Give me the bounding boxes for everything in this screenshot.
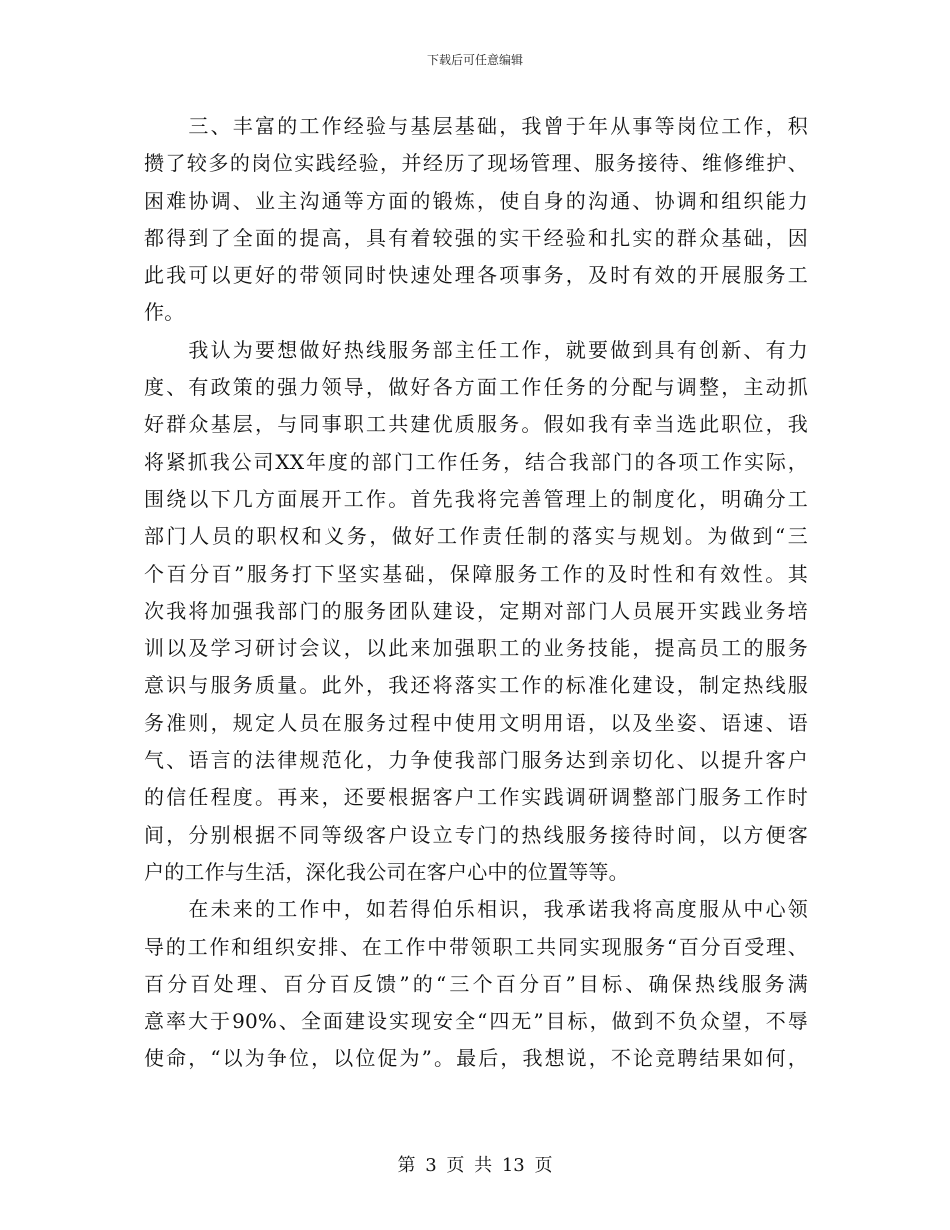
text-line: 务准则，规定人员在服务过程中使用文明用语，以及坐姿、语速、语	[144, 710, 808, 735]
text-line: 此我可以更好的带领同时快速处理各项事务，及时有效的开展服务工	[144, 263, 808, 288]
text-line: 户的工作与生活，深化我公司在客户心中的位置等等。	[144, 859, 629, 884]
text-line: 次我将加强我部门的服务团队建设，定期对部门人员展开实践业务培	[144, 598, 808, 623]
text-line: 都得到了全面的提高，具有着较强的实干经验和扎实的群众基础，因	[144, 225, 808, 250]
text-line: 的信任程度。再来，还要根据客户工作实践调研调整部门服务工作时	[144, 785, 808, 810]
text-line: 个百分百”服务打下坚实基础，保障服务工作的及时性和有效性。其	[144, 561, 808, 586]
text-line: 我认为要想做好热线服务部主任工作，就要做到具有创新、有力	[144, 337, 808, 362]
text-line: 在未来的工作中，如若得伯乐相识，我承诺我将高度服从中心领	[144, 897, 808, 922]
text-line: 百分百处理、百分百反馈”的“三个百分百”目标、确保热线服务满	[144, 971, 808, 996]
text-line: 使命，“以为争位，以位促为”。最后，我想说，不论竞聘结果如何，	[144, 1046, 808, 1071]
text-line: 度、有政策的强力领导，做好各方面工作任务的分配与调整，主动抓	[144, 375, 808, 400]
text-line: 部门人员的职权和义务，做好工作责任制的落实与规划。为做到“三	[144, 524, 808, 549]
page-footer: 第 3 页 共 13 页	[397, 1155, 553, 1176]
document-body	[144, 108, 808, 1078]
text-line: 训以及学习研讨会议，以此来加强职工的业务技能，提高员工的服务	[144, 636, 808, 661]
page-header: 下载后可任意编辑	[426, 53, 523, 67]
text-line: 攒了较多的岗位实践经验，并经历了现场管理、服务接待、维修维护、	[144, 151, 808, 176]
text-line: 围绕以下几方面展开工作。首先我将完善管理上的制度化，明确分工	[144, 486, 808, 511]
text-line: 将紧抓我公司XX年度的部门工作任务，结合我部门的各项工作实际，	[144, 449, 808, 474]
text-line: 意识与服务质量。此外，我还将落实工作的标准化建设，制定热线服	[144, 673, 808, 698]
text-line: 导的工作和组织安排、在工作中带领职工共同实现服务“百分百受理、	[144, 934, 808, 959]
text-line: 好群众基层，与同事职工共建优质服务。假如我有幸当选此职位，我	[144, 412, 808, 437]
text-line: 气、语言的法律规范化，力争使我部门服务达到亲切化、以提升客户	[144, 748, 808, 773]
text-line: 间，分别根据不同等级客户设立专门的热线服务接待时间，以方便客	[144, 822, 808, 847]
text-line: 作。	[144, 300, 185, 325]
text-line: 三、丰富的工作经验与基层基础，我曾于年从事等岗位工作，积	[144, 114, 808, 138]
text-line: 困难协调、业主沟通等方面的锻炼，使自身的沟通、协调和组织能力	[144, 188, 808, 213]
text-line: 意率大于90%、全面建设实现安全“四无”目标，做到不负众望，不辱	[144, 1009, 808, 1034]
